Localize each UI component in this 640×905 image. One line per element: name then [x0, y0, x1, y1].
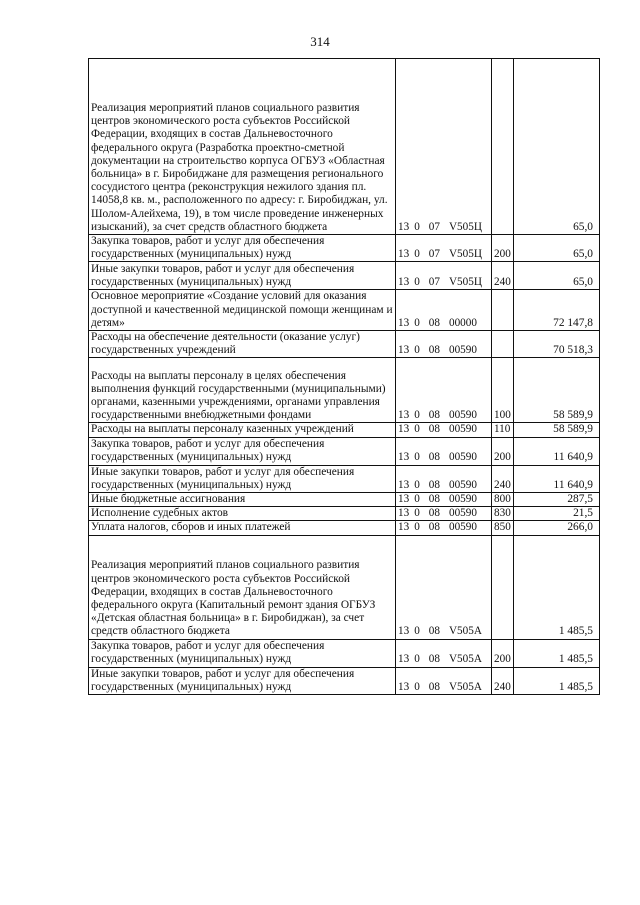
code-direction: V505А	[448, 680, 482, 693]
table-row	[89, 290, 600, 331]
row-expense-type: 240	[492, 667, 514, 694]
code-direction: V505А	[448, 625, 482, 638]
row-sum: 1 485,5	[514, 535, 600, 639]
page-number: 314	[310, 34, 330, 49]
code-event: 08	[428, 451, 440, 464]
table-row	[89, 59, 600, 235]
code-direction: 00590	[448, 478, 477, 491]
code-direction: V505А	[448, 653, 482, 666]
code-event: 08	[428, 680, 440, 693]
row-target-code	[396, 639, 492, 667]
code-event: 08	[428, 409, 440, 422]
code-program: 13	[398, 507, 410, 520]
code-event: 07	[428, 220, 440, 233]
code-direction: V505Ц	[448, 248, 482, 261]
row-sum: 72 147,8	[514, 290, 600, 331]
code-event: 08	[428, 507, 440, 520]
table-row	[89, 358, 600, 423]
row-expense-type: 200	[492, 639, 514, 667]
code-subprogram: 0	[414, 344, 420, 357]
code-program: 13	[398, 625, 410, 638]
row-sum: 21,5	[514, 507, 600, 521]
row-target-code	[396, 465, 492, 492]
table-row	[89, 521, 600, 535]
code-program: 13	[398, 409, 410, 422]
row-target-code	[396, 535, 492, 639]
row-target-code	[396, 521, 492, 535]
row-target-code	[396, 423, 492, 437]
table-row	[89, 437, 600, 465]
code-subprogram: 0	[414, 451, 420, 464]
row-name: Иные закупки товаров, работ и услуг для обеспечения государственных (муниципальных) нужд	[89, 465, 396, 492]
row-sum: 58 589,9	[514, 358, 600, 423]
code-program: 13	[398, 423, 410, 436]
code-subprogram: 0	[414, 478, 420, 491]
code-event: 08	[428, 478, 440, 491]
table-row	[89, 465, 600, 492]
code-event: 08	[428, 423, 440, 436]
code-program: 13	[398, 316, 410, 329]
row-sum: 65,0	[514, 262, 600, 290]
row-target-code	[396, 235, 492, 262]
row-target-code	[396, 507, 492, 521]
row-expense-type	[492, 59, 514, 235]
table-row	[89, 331, 600, 358]
table-row	[89, 262, 600, 290]
row-sum: 65,0	[514, 59, 600, 235]
code-subprogram: 0	[414, 625, 420, 638]
row-name: Иные закупки товаров, работ и услуг для обеспечения государственных (муниципальных) нужд	[89, 262, 396, 290]
code-event: 08	[428, 653, 440, 666]
row-sum: 266,0	[514, 521, 600, 535]
table-row	[89, 667, 600, 694]
row-target-code	[396, 262, 492, 290]
code-program: 13	[398, 680, 410, 693]
row-sum: 11 640,9	[514, 465, 600, 492]
code-direction: V505Ц	[448, 276, 482, 289]
row-expense-type: 200	[492, 235, 514, 262]
row-expense-type: 200	[492, 437, 514, 465]
row-expense-type: 240	[492, 262, 514, 290]
code-event: 08	[428, 493, 440, 506]
table-row	[89, 235, 600, 262]
code-event: 07	[428, 248, 440, 261]
row-sum: 65,0	[514, 235, 600, 262]
table-row	[89, 639, 600, 667]
code-event: 08	[428, 316, 440, 329]
row-expense-type: 800	[492, 493, 514, 507]
code-program: 13	[398, 493, 410, 506]
code-program: 13	[398, 478, 410, 491]
code-subprogram: 0	[414, 248, 420, 261]
row-sum: 1 485,5	[514, 639, 600, 667]
code-program: 13	[398, 451, 410, 464]
row-target-code	[396, 667, 492, 694]
budget-table	[88, 58, 600, 695]
row-sum: 11 640,9	[514, 437, 600, 465]
row-expense-type	[492, 535, 514, 639]
code-subprogram: 0	[414, 521, 420, 534]
code-direction: 00590	[448, 409, 477, 422]
row-name: Закупка товаров, работ и услуг для обеспечения государственных (муниципальных) нужд	[89, 437, 396, 465]
table-row	[89, 535, 600, 639]
code-direction: 00590	[448, 493, 477, 506]
row-target-code	[396, 290, 492, 331]
code-program: 13	[398, 521, 410, 534]
row-name: Закупка товаров, работ и услуг для обеспечения государственных (муниципальных) нужд	[89, 235, 396, 262]
code-program: 13	[398, 653, 410, 666]
code-direction: 00590	[448, 507, 477, 520]
row-expense-type: 100	[492, 358, 514, 423]
code-program: 13	[398, 276, 410, 289]
row-expense-type: 830	[492, 507, 514, 521]
code-direction: 00590	[448, 423, 477, 436]
row-name: Расходы на выплаты персоналу казенных учреждений	[89, 423, 396, 437]
row-name: Реализация мероприятий планов социального развития центров экономического роста субъектов Российской Федерации, входящих в состав Дальневосточного федерального округа (Капитальный ремонт здания ОГБУЗ «Детская областная больница» в г. Биробиджан), за счет средств областного бюджета	[89, 535, 396, 639]
row-target-code	[396, 331, 492, 358]
row-target-code	[396, 358, 492, 423]
row-name: Закупка товаров, работ и услуг для обеспечения государственных (муниципальных) нужд	[89, 639, 396, 667]
row-name: Основное мероприятие «Создание условий для оказания доступной и качественной медицинской помощи женщинам и детям»	[89, 290, 396, 331]
row-sum: 1 485,5	[514, 667, 600, 694]
row-sum: 287,5	[514, 493, 600, 507]
code-subprogram: 0	[414, 653, 420, 666]
code-subprogram: 0	[414, 316, 420, 329]
code-event: 08	[428, 625, 440, 638]
table-row	[89, 507, 600, 521]
code-subprogram: 0	[414, 423, 420, 436]
code-event: 08	[428, 521, 440, 534]
row-expense-type	[492, 290, 514, 331]
row-expense-type	[492, 331, 514, 358]
code-event: 07	[428, 276, 440, 289]
row-expense-type: 240	[492, 465, 514, 492]
code-subprogram: 0	[414, 493, 420, 506]
row-sum: 70 518,3	[514, 331, 600, 358]
row-name: Уплата налогов, сборов и иных платежей	[89, 521, 396, 535]
row-name: Расходы на обеспечение деятельности (оказание услуг) государственных учреждений	[89, 331, 396, 358]
row-expense-type: 110	[492, 423, 514, 437]
code-direction: 00000	[448, 316, 477, 329]
row-name: Расходы на выплаты персоналу в целях обеспечения выполнения функций государственными (муниципальными) органами, казенными учреждениями, органами управления государственными внебюджетными фондами	[89, 358, 396, 423]
table-row	[89, 423, 600, 437]
row-target-code	[396, 437, 492, 465]
row-name: Исполнение судебных актов	[89, 507, 396, 521]
code-subprogram: 0	[414, 409, 420, 422]
code-direction: 00590	[448, 451, 477, 464]
table-row	[89, 493, 600, 507]
code-program: 13	[398, 344, 410, 357]
row-name: Иные бюджетные ассигнования	[89, 493, 396, 507]
row-name: Реализация мероприятий планов социального развития центров экономического роста субъектов Российской Федерации, входящих в состав Дальневосточного федерального округа (Разработка проектно-сметной документации на строительство корпуса ОГБУЗ «Областная больница» в г. Биробиджане для размещения регионального сосудистого центра (реконструкция нежилого здания пл. 14058,8 кв. м., расположенного по адресу: г. Биробиджан, ул. Шолом-Алейхема, 19), в том числе проведение инженерных изысканий), за счет средств областного бюджета	[89, 59, 396, 235]
code-program: 13	[398, 248, 410, 261]
code-direction: 00590	[448, 344, 477, 357]
row-target-code	[396, 493, 492, 507]
row-sum: 58 589,9	[514, 423, 600, 437]
row-name: Иные закупки товаров, работ и услуг для обеспечения государственных (муниципальных) нужд	[89, 667, 396, 694]
code-direction: 00590	[448, 521, 477, 534]
code-event: 08	[428, 344, 440, 357]
row-expense-type: 850	[492, 521, 514, 535]
code-program: 13	[398, 220, 410, 233]
code-subprogram: 0	[414, 276, 420, 289]
code-subprogram: 0	[414, 680, 420, 693]
row-target-code	[396, 59, 492, 235]
code-direction: V505Ц	[448, 220, 482, 233]
code-subprogram: 0	[414, 220, 420, 233]
code-subprogram: 0	[414, 507, 420, 520]
